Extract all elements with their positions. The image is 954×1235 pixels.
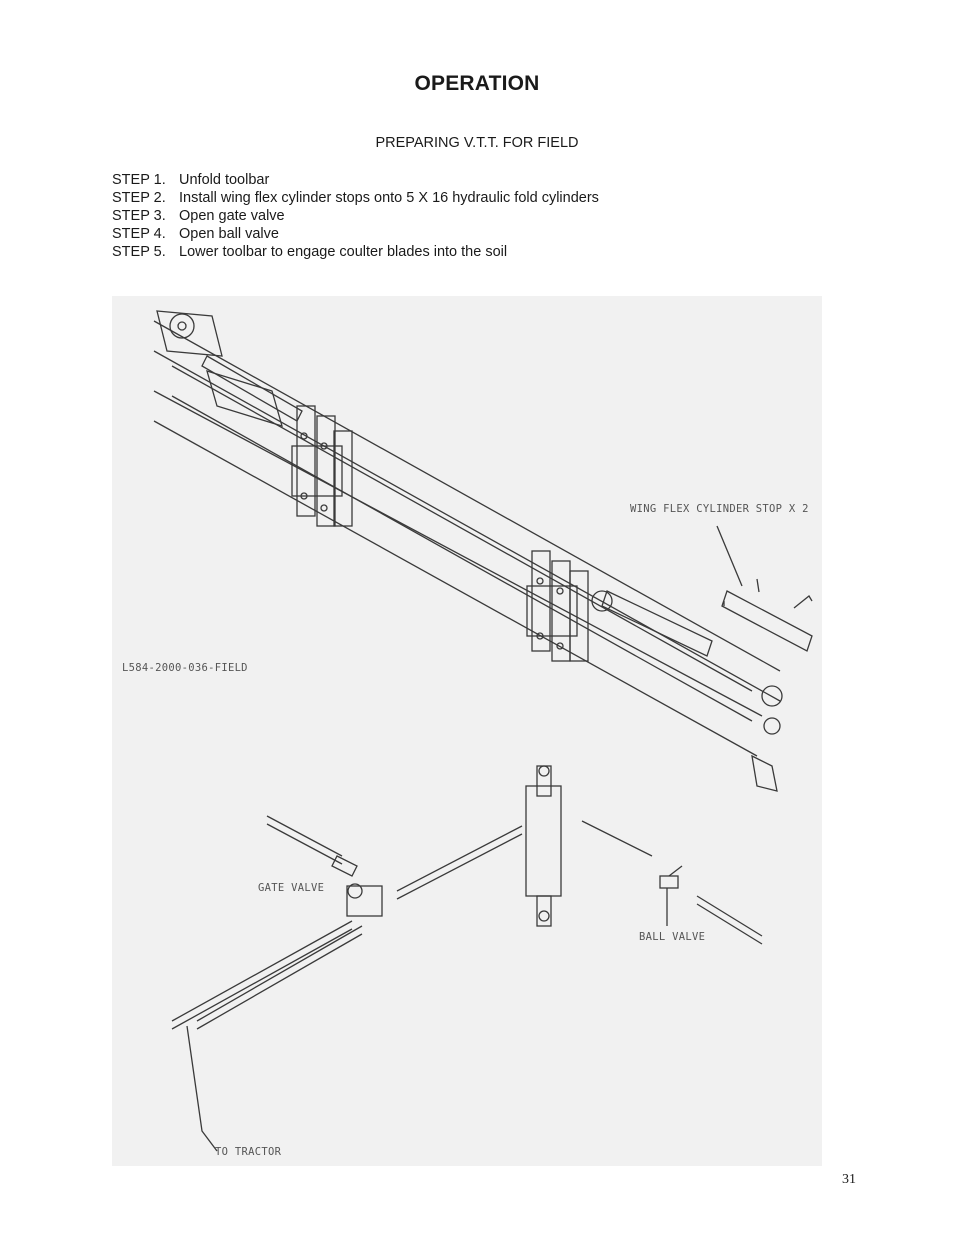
step-5 xyxy=(112,243,599,261)
diagram-drawing xyxy=(112,296,822,1166)
hydraulic-lines xyxy=(172,816,762,1029)
cylinder-stop-parts xyxy=(717,526,812,651)
upright-cylinder xyxy=(526,766,561,926)
steps-list xyxy=(112,171,599,261)
bracket-left xyxy=(292,406,352,526)
toolbar-diagram xyxy=(112,296,822,1166)
step-number: STEP 1. xyxy=(112,172,166,188)
fold-cylinder-upper xyxy=(202,356,782,791)
step-1 xyxy=(112,171,599,189)
step-4 xyxy=(112,225,599,243)
gate-valve xyxy=(332,856,382,916)
page-number: 31 xyxy=(842,1172,856,1187)
step-number: STEP 3. xyxy=(112,208,166,224)
to-tractor-label: TO TRACTOR xyxy=(215,1146,282,1158)
section-subtitle: PREPARING V.T.T. FOR FIELD xyxy=(375,135,579,151)
page-title: OPERATION xyxy=(414,72,540,95)
step-text: Open gate valve xyxy=(179,208,285,224)
step-text: Install wing flex cylinder stops onto 5 X 16 hydraulic fold cylinders xyxy=(179,190,599,206)
step-text: Open ball valve xyxy=(179,226,279,242)
ball-valve xyxy=(660,866,682,926)
step-text: Lower toolbar to engage coulter blades into the soil xyxy=(179,244,508,260)
step-number: STEP 2. xyxy=(112,190,166,206)
toolbar-beams xyxy=(154,321,780,756)
step-number: STEP 4. xyxy=(112,226,166,242)
step-number: STEP 5. xyxy=(112,244,166,260)
step-3 xyxy=(112,207,599,225)
step-text: Unfold toolbar xyxy=(179,172,270,188)
ball-valve-label: BALL VALVE xyxy=(639,931,706,943)
tractor-leader xyxy=(187,1026,217,1151)
step-2 xyxy=(112,189,599,207)
gate-valve-label: GATE VALVE xyxy=(258,882,325,894)
wing-flex-label: WING FLEX CYLINDER STOP X 2 xyxy=(630,503,809,515)
drawing-id-label: L584-2000-036-FIELD xyxy=(122,662,248,674)
